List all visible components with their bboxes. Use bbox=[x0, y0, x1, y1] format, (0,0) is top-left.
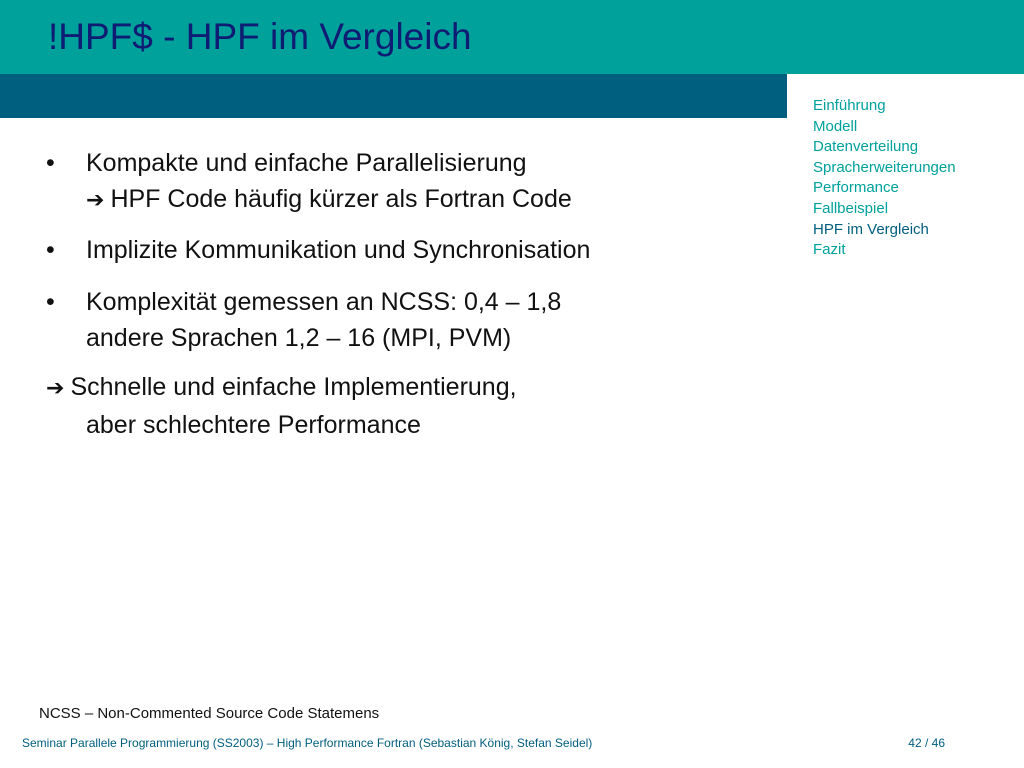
bullet-line: andere Sprachen 1,2 – 16 (MPI, PVM) bbox=[86, 324, 512, 352]
nav-item-datenverteilung[interactable]: Datenverteilung bbox=[813, 138, 919, 156]
nav-item-spracherweiterungen[interactable]: Spracherweiterungen bbox=[813, 158, 956, 176]
bullet-line: Kompakte und einfache Parallelisierung bbox=[86, 149, 527, 177]
bullet-dot: • bbox=[46, 236, 55, 264]
bullet-line: Komplexität gemessen an NCSS: 0,4 – 1,8 bbox=[86, 288, 562, 316]
bullet-item bbox=[46, 284, 562, 356]
nav-item-modell[interactable]: Modell bbox=[813, 117, 858, 135]
bullet-line: ➔ HPF Code häufig kürzer als Fortran Code bbox=[86, 181, 572, 219]
bullet-dot: • bbox=[46, 288, 55, 316]
page-number: 42 / 46 bbox=[908, 736, 945, 750]
bullet-dot: • bbox=[46, 149, 55, 177]
bullet-line: Implizite Kommunikation und Synchronisation bbox=[86, 236, 591, 264]
bullet-item bbox=[46, 232, 591, 268]
bullet-item bbox=[46, 145, 572, 219]
arrow-right-icon: ➔ bbox=[86, 188, 105, 213]
header-accent-bar bbox=[0, 74, 787, 118]
nav-item-performance[interactable]: Performance bbox=[813, 179, 899, 197]
section-nav bbox=[813, 96, 956, 261]
footer-text: Seminar Parallele Programmierung (SS2003) – High Performance Fortran (Sebastian König, Stefan Seidel) bbox=[22, 736, 593, 750]
slide-title: !HPF$ - HPF im Vergleich bbox=[48, 16, 472, 57]
title-bar bbox=[0, 0, 1024, 74]
nav-item-fazit[interactable]: Fazit bbox=[813, 241, 846, 259]
arrow-right-icon: ➔ bbox=[46, 376, 65, 401]
nav-item-fallbeispiel[interactable]: Fallbeispiel bbox=[813, 199, 889, 217]
footnote: NCSS – Non-Commented Source Code Statemens bbox=[39, 705, 380, 722]
nav-item-einfuehrung[interactable]: Einführung bbox=[813, 97, 886, 114]
conclusion-line: aber schlechtere Performance bbox=[86, 411, 421, 439]
conclusion bbox=[46, 369, 517, 443]
conclusion-line: ➔ Schnelle und einfache Implementierung, bbox=[46, 369, 517, 407]
nav-item-hpf-im-vergleich[interactable]: HPF im Vergleich bbox=[813, 220, 929, 238]
